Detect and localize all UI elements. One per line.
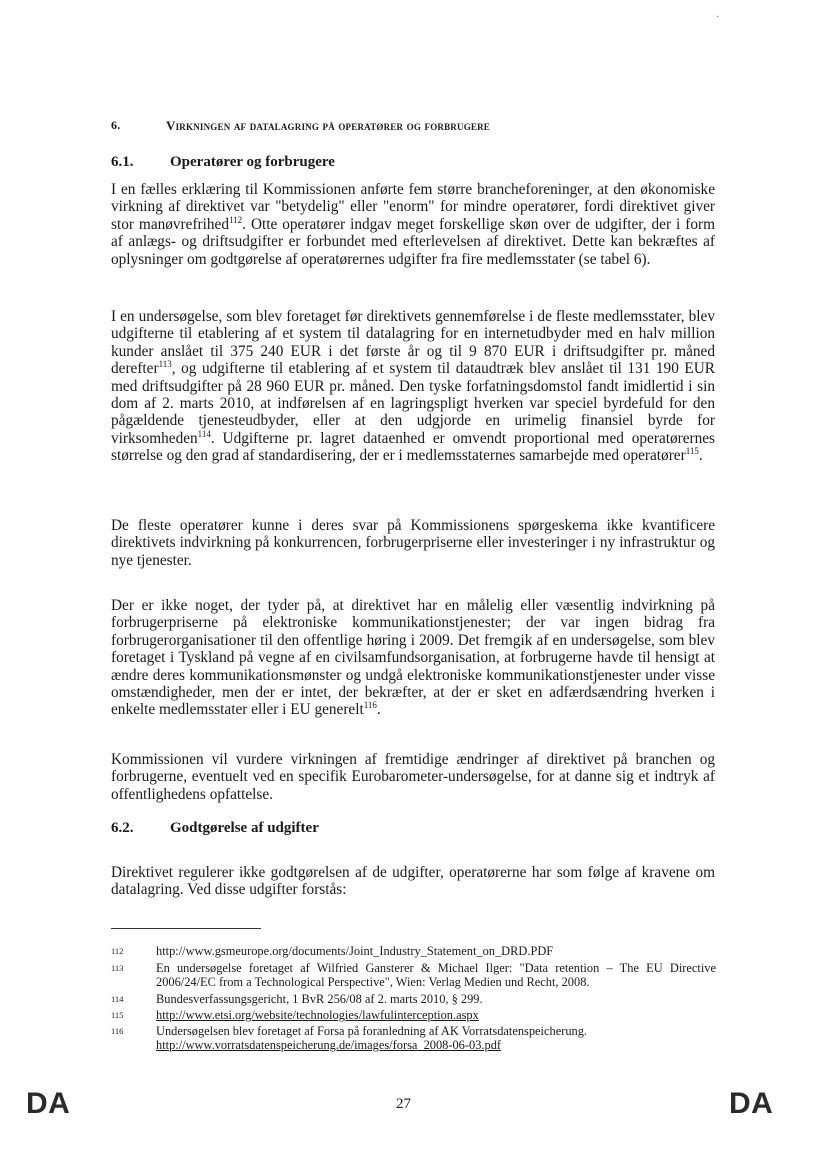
footnote-ref[interactable]: 114 (197, 428, 211, 439)
footnote-link[interactable]: http://www.etsi.org/website/technologies/lawfulinterception.aspx (156, 1008, 479, 1022)
footnote-number: 114 (111, 994, 124, 1004)
footnote-113 (111, 961, 721, 990)
scan-mark: · (716, 12, 720, 23)
paragraph-3: De fleste operatører kunne i deres svar på Kommissionens spørgeskema ikke kvantificere direktivets indvirkning på konkurrencen, forbrugerpriserne eller investeringer i ny infrastruktur og nye tjenester. (111, 517, 715, 569)
footnote-114 (111, 992, 721, 1006)
footnote-text: En undersøgelse foretaget af Wilfried Gansterer & Michael Ilger: "Data retention – The EU Directive 2006/24/EC from a Technological Perspective", Wien: Verlag Medien und Recht, 2008. (156, 961, 716, 990)
subsection-title: Operatører og forbrugere (170, 154, 335, 170)
paragraph-1 (111, 181, 715, 268)
footnote-number: 116 (111, 1026, 124, 1036)
page-number: 27 (396, 1096, 411, 1112)
paragraph-text: I en fælles erklæring til Kommissionen anførte fem større brancheforeninger, at den økonomiske virkning af direktivet var "betydelig" eller "enorm" for mindre operatører, fordi direktivet giver stor manøvrefrihed (111, 181, 715, 233)
paragraph-text: . Otte operatører indgav meget forskellige skøn over de udgifter, der i form af anlægs- og driftsudgifter er forbundet med efterlevelsen af direktivet. Dette kan bekræftes af oplysninger om godtgørelse af operatørernes udgifter fra fire medlemsstater (se tabel 6). (111, 215, 715, 268)
footnote-divider (111, 928, 261, 929)
language-code-right: DA (729, 1087, 774, 1120)
paragraph-text: Der er ikke noget, der tyder på, at direktivet har en målelig eller væsentlig indvirkning på forbrugerpriserne på elektroniske kommunikationstjenester; der var ingen bidrag fra forbrugerorganisationer til den offentlige høring i 2009. Det fremgik af en undersøgelse, som blev foretaget i Tyskland på vegne af en civilsamfundsorganisation, at forbrugerne havde til hensigt at ændre deres kommunikationsmønster og undgå elektroniske kommunikationstjenester under visse omstændigheder, men der er intet, der bekræfter, at der er sket en adfærdsændring hverken i enkelte medlemsstater eller i EU generelt (111, 597, 715, 719)
footnote-ref[interactable]: 113 (158, 359, 172, 370)
paragraph-4 (111, 597, 715, 719)
footnote-115 (111, 1008, 721, 1022)
language-code-left: DA (26, 1087, 71, 1120)
footnote-number: 113 (111, 963, 124, 973)
footnote-number: 112 (111, 946, 124, 956)
footnote-link[interactable]: http://www.gsmeurope.org/documents/Joint_Industry_Statement_on_DRD.PDF (156, 944, 554, 958)
subsection-number: 6.2. (111, 820, 134, 836)
paragraph-text: . Udgifterne pr. lagret dataenhed er omvendt proportional med operatørernes størrelse og den grad af standardisering, der er i medlemsstaternes samarbejde med operatører (111, 429, 715, 465)
paragraph-text: . (698, 447, 703, 465)
footnote-link[interactable]: http://www.vorratsdatenspeicherung.de/images/forsa_2008-06-03.pdf (156, 1038, 502, 1053)
paragraph-5: Kommissionen vil vurdere virkningen af fremtidige ændringer af direktivet på branchen og forbrugerne, eventuelt ved en specifik Eurobarometer-undersøgelse, for at danne sig et indtryk af offentlighedens opfattelse. (111, 751, 715, 803)
subsection-number: 6.1. (111, 154, 134, 170)
paragraph-text: I en undersøgelse, som blev foretaget før direktivets gennemførelse i de fleste medlemsstater, blev udgifterne til etablering af et system til datalagring for en internetudbyder med en halv million kunder anslået til 375 240 EUR i det første år og til 9 870 EUR i driftsudgifter pr. måned derefter (111, 308, 715, 378)
footnote-ref[interactable]: 116 (363, 700, 377, 711)
footnote-ref[interactable]: 115 (685, 446, 699, 457)
paragraph-text: , og udgifterne til etablering af et system til dataudtræk blev anslået til 131 190 EUR med driftsudgifter på 28 960 EUR pr. måned. Den tyske forfatningsdomstol fandt imidlertid i sin dom af 2. marts 2010, at indførelsen af en lagringspligt hverken var speciel byrdefuld for den pågældende tjenesteudbyder, eller at den udgjorde en urimelig finansiel byrde for virksomheden (111, 360, 715, 447)
footnote-text: Undersøgelsen blev foretaget af Forsa på foranledning af AK Vorratsdatenspeicherung. (156, 1024, 588, 1038)
paragraph-text: . (376, 701, 381, 719)
subsection-title: Godtgørelse af udgifter (170, 820, 319, 836)
footnote-112 (111, 944, 721, 958)
footnote-ref[interactable]: 112 (228, 214, 243, 225)
footnote-116 (111, 1024, 721, 1053)
section-number: 6. (111, 118, 121, 132)
paragraph-2 (111, 308, 715, 465)
footnote-text: Bundesverfassungsgericht, 1 BvR 256/08 af 2. marts 2010, § 299. (156, 992, 483, 1006)
paragraph-6: Direktivet regulerer ikke godtgørelsen af de udgifter, operatørerne har som følge af kravene om datalagring. Ved disse udgifter forstås: (111, 864, 715, 899)
section-title: Virkningen af datalagring på operatører og forbrugere (166, 118, 491, 133)
footnote-number: 115 (111, 1010, 124, 1020)
